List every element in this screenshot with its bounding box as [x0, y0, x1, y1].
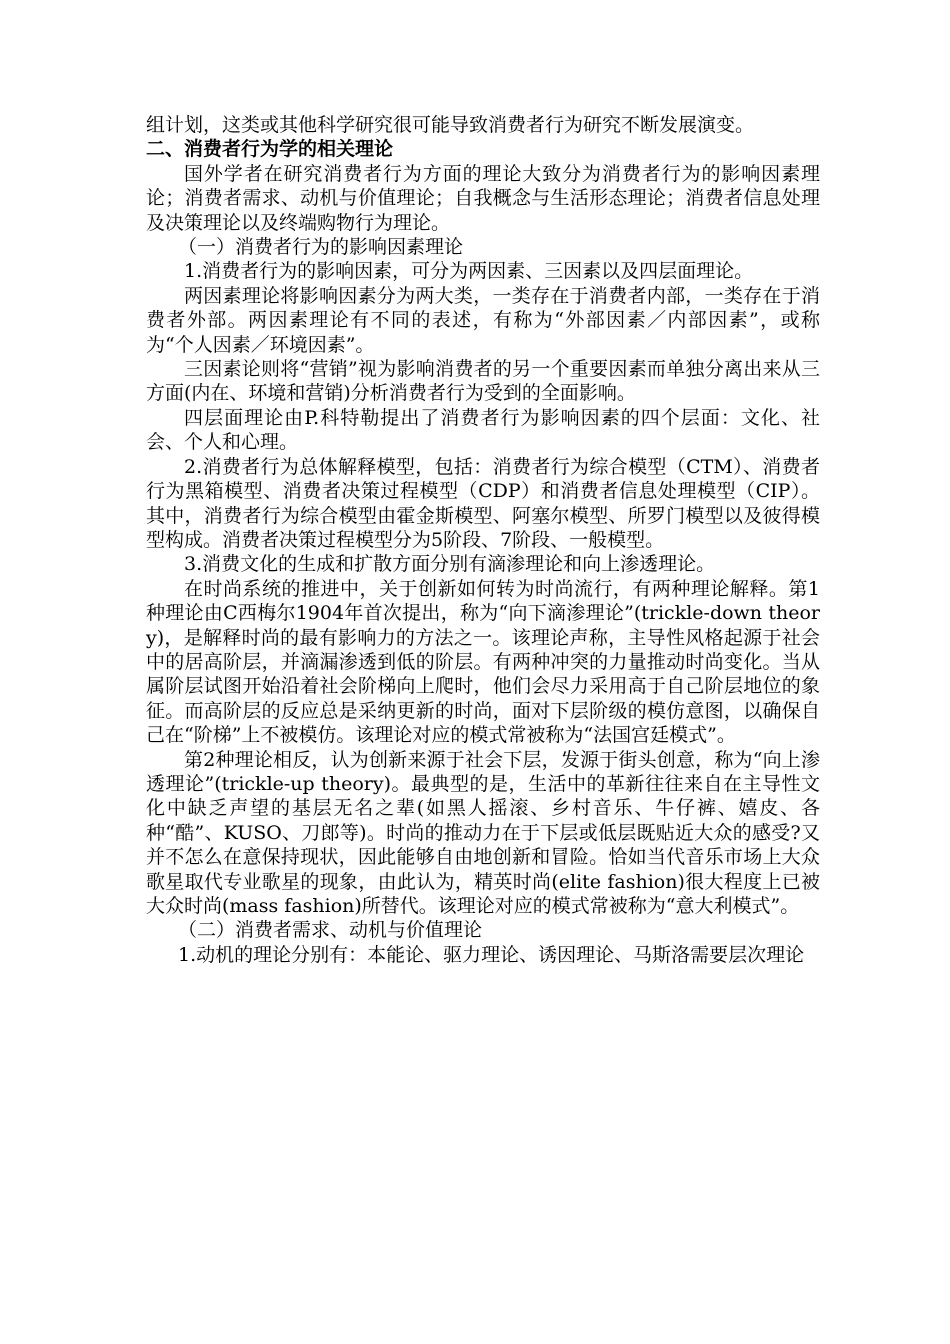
- paragraph: 第2种理论相反，认为创新来源于社会下层，发源于街头创意，称为“向上渗透理论”(trickle-up theory)。最典型的是，生活中的革新往往来自在主导性文化中缺乏声望的基层无名之辈(如黑人摇滚、乡村音乐、牛仔裤、嬉皮、各种“酷”、KUSO、刀郎等)。时尚的推动力在于下层或低层既贴近大众的感受?又并不怎么在意保持现状，因此能够自由地创新和冒险。恰如当代音乐市场上大众歌星取代专业歌星的现象，由此认为，精英时尚(elite fashion)很大程度上已被大众时尚(mass fashion)所替代。该理论对应的模式常被称为“意大利模式”。: [146, 748, 820, 917]
- section-heading: 二、消费者行为学的相关理论: [146, 138, 394, 161]
- paragraph: 3.消费文化的生成和扩散方面分别有滴渗理论和向上渗透理论。: [184, 553, 716, 576]
- paragraph: 1.动机的理论分别有：本能论、驱力理论、诱因理论、马斯洛需要层次理论: [178, 943, 805, 966]
- paragraph: 三因素论则将“营销”视为影响消费者的另一个重要因素而单独分离出来从三方面(内在、环境和营销)分析消费者行为受到的全面影响。: [146, 358, 820, 405]
- subsection-heading: （二）消费者需求、动机与价值理论: [178, 919, 483, 942]
- subsection-heading: （一）消费者行为的影响因素理论: [178, 236, 464, 259]
- paragraph: 组计划，这类或其他科学研究很可能导致消费者行为研究不断发展演变。: [146, 114, 755, 136]
- paragraph: 1.消费者行为的影响因素，可分为两因素、三因素以及四层面理论。: [184, 260, 754, 283]
- document-body: [146, 113, 820, 967]
- paragraph: 两因素理论将影响因素分为两大类，一类存在于消费者内部，一类存在于消费者外部。两因素理论有不同的表述，有称为“外部因素／内部因素”，或称为“个人因素／环境因素”。: [146, 284, 820, 356]
- paragraph: 国外学者在研究消费者行为方面的理论大致分为消费者行为的影响因素理论；消费者需求、动机与价值理论；自我概念与生活形态理论；消费者信息处理及决策理论以及终端购物行为理论。: [146, 162, 820, 234]
- paragraph: 在时尚系统的推进中，关于创新如何转为时尚流行，有两种理论解释。第1种理论由C西梅尔1904年首次提出，称为“向下滴渗理论”(trickle-down theory)，是解释时尚的最有影响力的方法之一。该理论声称，主导性风格起源于社会中的居高阶层，并滴漏渗透到低的阶层。有两种冲突的力量推动时尚变化。当从属阶层试图开始沿着社会阶梯向上爬时，他们会尽力采用高于自己阶层地位的象征。而高阶层的反应总是采纳更新的时尚，面对下层阶级的模仿意图，以确保自己在“阶梯”上不被模仿。该理论对应的模式常被称为“法国宫廷模式”。: [146, 577, 820, 747]
- paragraph: 四层面理论由P.科特勒提出了消费者行为影响因素的四个层面：文化、社会、个人和心理。: [146, 406, 820, 454]
- paragraph: 2.消费者行为总体解释模型，包括：消费者行为综合模型（CTM）、消费者行为黑箱模型、消费者决策过程模型（CDP）和消费者信息处理模型（CIP）。其中，消费者行为综合模型由霍金斯模型、阿塞尔模型、所罗门模型以及彼得模型构成。消费者决策过程模型分为5阶段、7阶段、一般模型。: [146, 455, 820, 551]
